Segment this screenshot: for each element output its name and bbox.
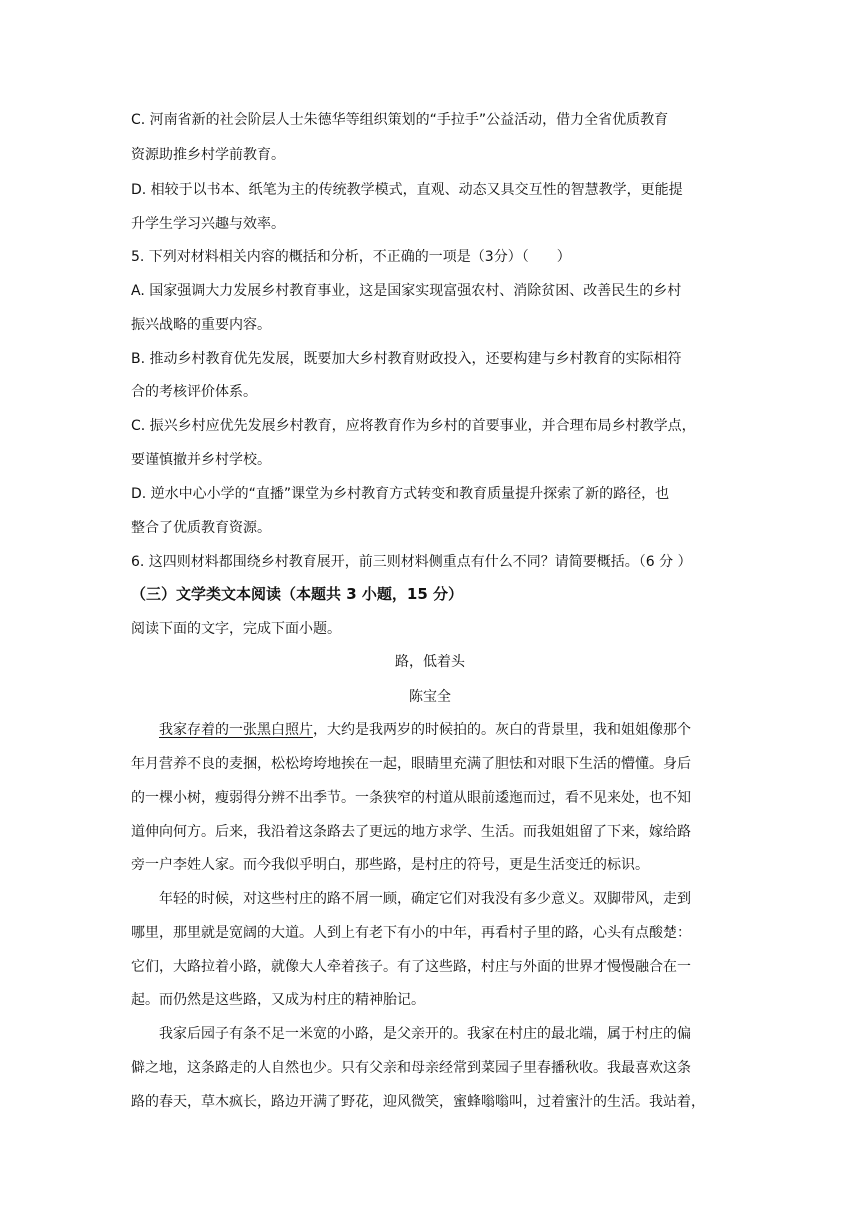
article-author: 陈宝全: [409, 689, 451, 705]
q5-option-b-line1: B. 推动乡村教育优先发展，既要加大乡村教育财政投入，还要构建与乡村教育的实际相符: [131, 351, 682, 367]
article-title: 路，低着头: [395, 654, 465, 670]
article-line: 的一棵小树，瘦弱得分辨不出季节。一条狭窄的村道从眼前逶迤而过，看不见来处，也不知: [131, 790, 691, 806]
article-line-1: [131, 721, 731, 739]
q4-option-d-line1: D. 相较于以书本、纸笔为主的传统教学模式，直观、动态又具交互性的智慧教学，更能提: [131, 182, 683, 198]
q5-option-a-line2: 振兴战略的重要内容。: [131, 317, 271, 333]
q4-option-c-line2: 资源助推乡村学前教育。: [131, 147, 285, 163]
article-line: 年月营养不良的麦捆，松松垮垮地挨在一起，眼睛里充满了胆怯和对眼下生活的懵懂。身后: [131, 756, 691, 772]
underlined-phrase: 我家存着的一张黑白照片: [159, 722, 313, 738]
article-line: 起。而仍然是这些路，又成为村庄的精神胎记。: [131, 992, 425, 1008]
q5-option-c-line1: C. 振兴乡村应优先发展乡村教育，应将教育作为乡村的首要事业，并合理布局乡村教学点，: [131, 418, 696, 434]
q5-option-b-line2: 合的考核评价体系。: [131, 384, 257, 400]
q5-option-d-line2: 整合了优质教育资源。: [131, 520, 271, 536]
q5-stem: 5. 下列对材料相关内容的概括和分析，不正确的一项是（3分）（ ）: [131, 249, 571, 265]
reading-instruction: 阅读下面的文字，完成下面小题。: [131, 621, 341, 637]
article-line: 年轻的时候，对这些村庄的路不屑一顾，确定它们对我没有多少意义。双脚带风，走到: [131, 891, 691, 907]
q6-stem: 6. 这四则材料都围绕乡村教育展开，前三则材料侧重点有什么不同？请简要概括。（6 分 ）: [131, 554, 692, 570]
article-line: 我家后园子有条不足一米宽的小路，是父亲开的。我家在村庄的最北端，属于村庄的偏: [131, 1026, 691, 1042]
q5-option-c-line2: 要谨慎撤并乡村学校。: [131, 452, 271, 468]
q4-option-d-line2: 升学生学习兴趣与效率。: [131, 216, 285, 232]
article-line: 道伸向何方。后来，我沿着这条路去了更远的地方求学、生活。而我姐姐留了下来，嫁给路: [131, 824, 691, 840]
section-heading: （三）文学类文本阅读（本题共 3 小题，15 分）: [131, 585, 463, 603]
article-line: 哪里，那里就是宽阔的大道。人到上有老下有小的中年，再看村子里的路，心头有点酸楚：: [131, 925, 691, 941]
q5-option-d-line1: D. 逆水中心小学的“直播”课堂为乡村教育方式转变和教育质量提升探索了新的路径，也: [131, 486, 670, 502]
article-line: 路的春天，草木疯长，路边开满了野花，迎风微笑，蜜蜂嗡嗡叫，过着蜜汁的生活。我站着，: [131, 1094, 705, 1110]
q4-option-c-line1: C. 河南省新的社会阶层人士朱德华等组织策划的“手拉手”公益活动，借力全省优质教育: [131, 112, 669, 128]
q5-option-a-line1: A. 国家强调大力发展乡村教育事业，这是国家实现富强农村、消除贫困、改善民生的乡村: [131, 283, 682, 299]
article-line-1-rest: ，大约是我两岁的时候拍的。灰白的背景里，我和姐姐像那个: [313, 722, 691, 738]
article-line: 僻之地，这条路走的人自然也少。只有父亲和母亲经常到菜园子里春播秋收。我最喜欢这条: [131, 1060, 691, 1076]
article-line: 旁一户李姓人家。而今我似乎明白，那些路，是村庄的符号，更是生活变迁的标识。: [131, 857, 649, 873]
article-line: 它们，大路拉着小路，就像大人牵着孩子。有了这些路，村庄与外面的世界才慢慢融合在一: [131, 959, 691, 975]
